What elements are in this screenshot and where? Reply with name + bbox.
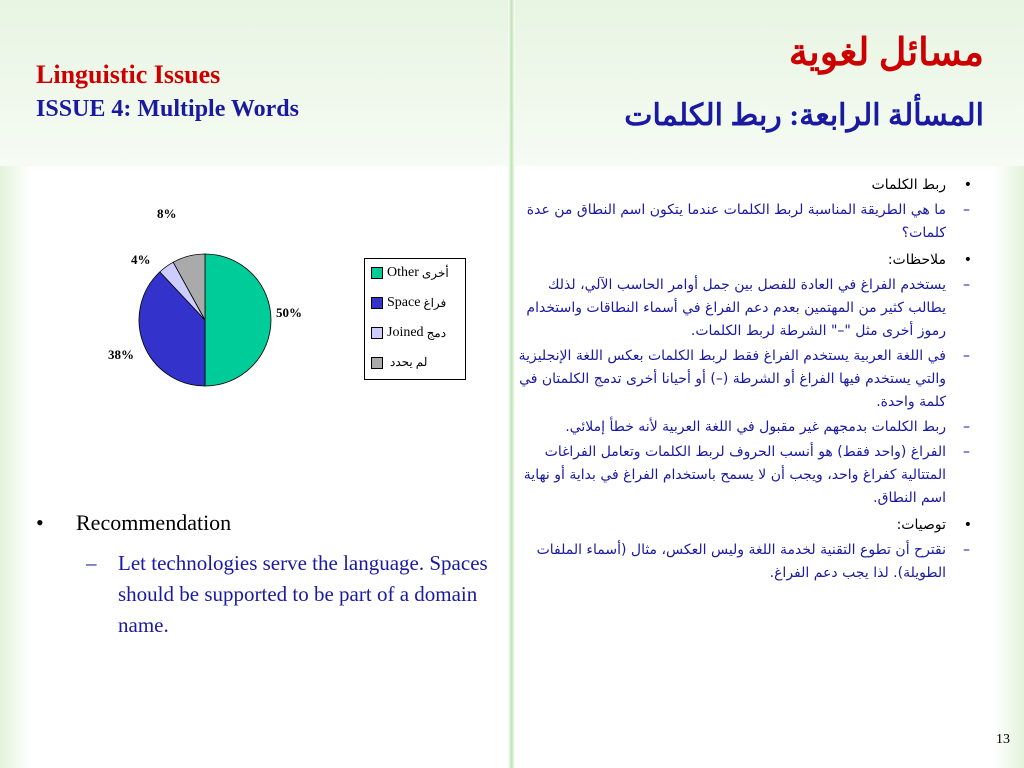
legend-label-ar: لم يحدد [390, 355, 428, 369]
bullet-dot: • [36, 510, 44, 535]
arabic-sub-text: الفراغ (واحد فقط) هو أنسب الحروف لربط الكلمات وتعامل الفراغات المتتالية كفراغ واحد، ويجب أن لا يسمح باستخدام الفراغ في بداية أو نهاية اسم النطاق. [523, 444, 946, 506]
legend-swatch [371, 267, 383, 279]
arabic-bullet-text: ربط الكلمات [871, 177, 946, 193]
sub-dash: – [963, 542, 970, 558]
arabic-bullet-item [516, 249, 972, 272]
arabic-sub-text: ما هي الطريقة المناسبة لربط الكلمات عندما يتكون اسم النطاق من عدة كلمات؟ [526, 202, 946, 241]
sub-dash: – [963, 348, 970, 364]
pie-slice-other [205, 254, 271, 386]
arabic-bullet-item [516, 514, 972, 537]
arabic-content [516, 170, 972, 585]
legend-label: Joined [387, 325, 424, 340]
legend-swatch [371, 327, 383, 339]
pie-label-space: 38% [108, 347, 134, 362]
chart-legend [364, 258, 466, 380]
sub-dash: – [86, 551, 97, 575]
arabic-sub-text: نقترح أن تطوع التقنية لخدمة اللغة وليس العكس، مثال (أسماء الملفات الطويلة). لذا يجب دعم الفراغ. [536, 542, 946, 581]
bullet-dot: • [963, 177, 972, 193]
arabic-sub-text: ربط الكلمات بدمجهم غير مقبول في اللغة العربية لأنه خطأ إملائي. [565, 419, 946, 435]
arabic-bullet-item [516, 174, 972, 197]
page-number: 13 [996, 732, 1010, 747]
arabic-sub-item [516, 416, 970, 439]
sub-dash: – [963, 419, 970, 435]
sub-dash: – [963, 202, 970, 218]
sub-dash: – [963, 277, 970, 293]
legend-swatch [371, 357, 383, 369]
legend-swatch [371, 297, 383, 309]
recommendation-text: Let technologies serve the language. Spaces should be supported to be part of a domain name. [118, 551, 488, 637]
recommendation-bullet [36, 510, 496, 536]
legend-item-joined [371, 325, 446, 341]
legend-label: Other [387, 265, 419, 280]
subtitle-arabic: المسألة الرابعة: ربط الكلمات [624, 99, 984, 132]
bullet-dot: • [963, 517, 972, 533]
legend-label: Space [387, 295, 421, 310]
arabic-sub-item [516, 274, 970, 343]
legend-item-undefined [371, 355, 427, 370]
pie-label-other: 50% [276, 305, 302, 320]
sub-dash: – [963, 444, 970, 460]
pie-chart [130, 245, 280, 395]
arabic-bullet-text: توصيات: [896, 517, 946, 533]
arabic-sub-item [516, 199, 970, 245]
bullet-dot: • [963, 252, 972, 268]
arabic-sub-item [516, 345, 970, 414]
center-divider [508, 0, 515, 768]
subtitle-english: ISSUE 4: Multiple Words [36, 96, 299, 122]
arabic-sub-text: في اللغة العربية يستخدم الفراغ فقط لربط الكلمات بعكس اللغة الإنجليزية والتي يستخدم فيها الفراغ أو الشرطة (–) أو أحيانا أخرى تدمج الكلمتان في كلمة واحدة. [518, 348, 946, 410]
pie-label-joined: 4% [131, 252, 151, 267]
pie-label-undefined: 8% [157, 206, 177, 221]
arabic-bullet-text: ملاحظات: [887, 252, 946, 268]
legend-label-ar: دمج [426, 325, 447, 340]
arabic-sub-item [516, 539, 970, 585]
recommendation-heading: Recommendation [76, 510, 232, 535]
arabic-sub-text: يستخدم الفراغ في العادة للفصل بين جمل أوامر الحاسب الآلي، لذلك يطالب كثير من المهتمين بعدم دعم الفراغ في أسماء النطاقات واستخدام رموز أخرى مثل "–" الشرطة لربط الكلمات. [526, 277, 946, 339]
legend-label-ar: فراغ [423, 295, 447, 310]
arabic-sub-item [516, 441, 970, 510]
legend-item-space [371, 295, 446, 311]
title-english: Linguistic Issues [36, 60, 221, 89]
recommendation-text-block [86, 548, 496, 641]
title-arabic: مسائل لغوية [788, 32, 984, 74]
legend-label-ar: أخرى [421, 265, 449, 280]
header-right-band [514, 0, 1024, 166]
legend-item-other [371, 265, 449, 281]
